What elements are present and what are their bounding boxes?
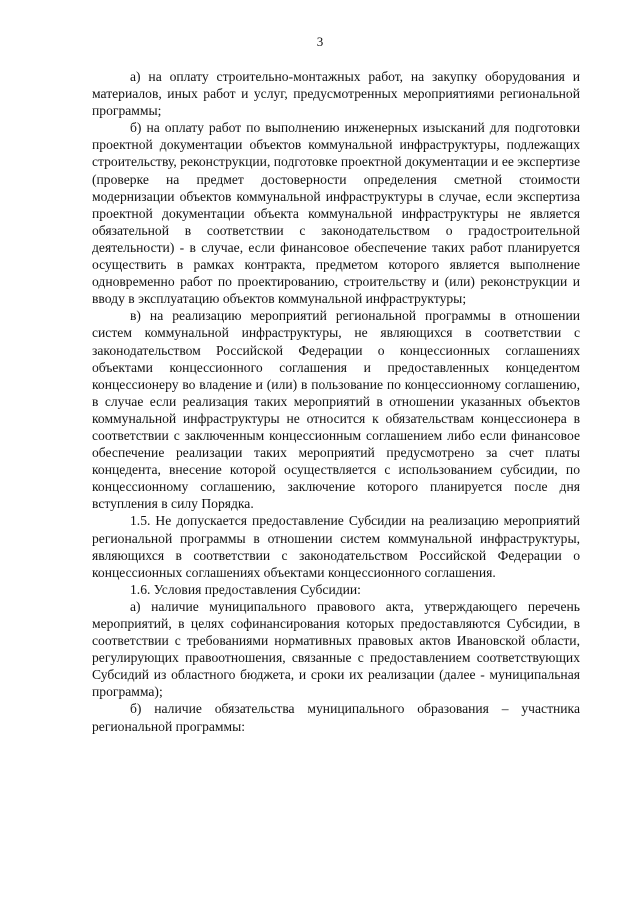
paragraph-item-b: б) на оплату работ по выполнению инженерных изысканий для подготовки проектной документации объектов коммунальной инфраструктуры, подлежащих строительству, реконструкции, подготовке проектной документации и ее экспертизе (проверке на предмет достоверности определения сметной стоимости модернизации объектов коммунальной инфраструктуры в случае, если экспертиза проектной документации объекта коммунальной инфраструктуры не является обязательной в соответствии с законодательством о градостроительной деятельности) - в случае, если финансовое обеспечение таких работ планируется осуществить в рамках контракта, предметом которого является выполнение одновременно работ по проектированию, строительству и (или) реконструкции и вводу в эксплуатацию объектов коммунальной инфраструктуры; bbox=[92, 120, 580, 307]
paragraph-1-6-heading: 1.6. Условия предоставления Субсидии: bbox=[130, 581, 361, 597]
paragraph-1-6-b: б) наличие обязательства муниципального образования – участника региональной программы: bbox=[92, 701, 580, 734]
paragraph-1-6-a: а) наличие муниципального правового акта, утверждающего перечень мероприятий, в целях софинансирования которых предоставляются Субсидии, в соответствии с требованиями нормативных правовых актов Ивановской области, регулирующих правоотношения, связанные с предоставлением соответствующих Субсидий из областного бюджета, и сроки их реализации (далее - муниципальная программа); bbox=[92, 598, 580, 700]
document-body bbox=[92, 68, 580, 735]
page-number: 3 bbox=[316, 34, 324, 49]
paragraph-item-v: в) на реализацию мероприятий региональной программы в отношении систем коммунальной инфраструктуры, не являющихся в соответствии с законодательством Российской Федерации о концессионных соглашениях объектами концессионного соглашения и предоставленных концедентом концессионеру во владение и (или) в пользование по концессионному соглашению, в случае если реализация таких мероприятий в отношении указанных объектов коммунальной инфраструктуры не относится к обязательствам концессионера в соответствии с заключенным концессионным соглашением либо если финансовое обеспечение реализации таких мероприятий предусмотрено за счет платы концедента, внесение которой осуществляется с использованием субсидии, по концессионному соглашению, заключение которого планируется после дня вступления в силу Порядка. bbox=[92, 308, 580, 512]
paragraph-1-5: 1.5. Не допускается предоставление Субсидии на реализацию мероприятий региональной программы в отношении систем коммунальной инфраструктуры, являющихся в соответствии с законодательством Российской Федерации о концессионных соглашениях объектами концессионного соглашения. bbox=[92, 513, 580, 580]
paragraph-item-a: а) на оплату строительно-монтажных работ, на закупку оборудования и материалов, иных работ и услуг, предусмотренных мероприятиями региональной программы; bbox=[92, 69, 580, 119]
